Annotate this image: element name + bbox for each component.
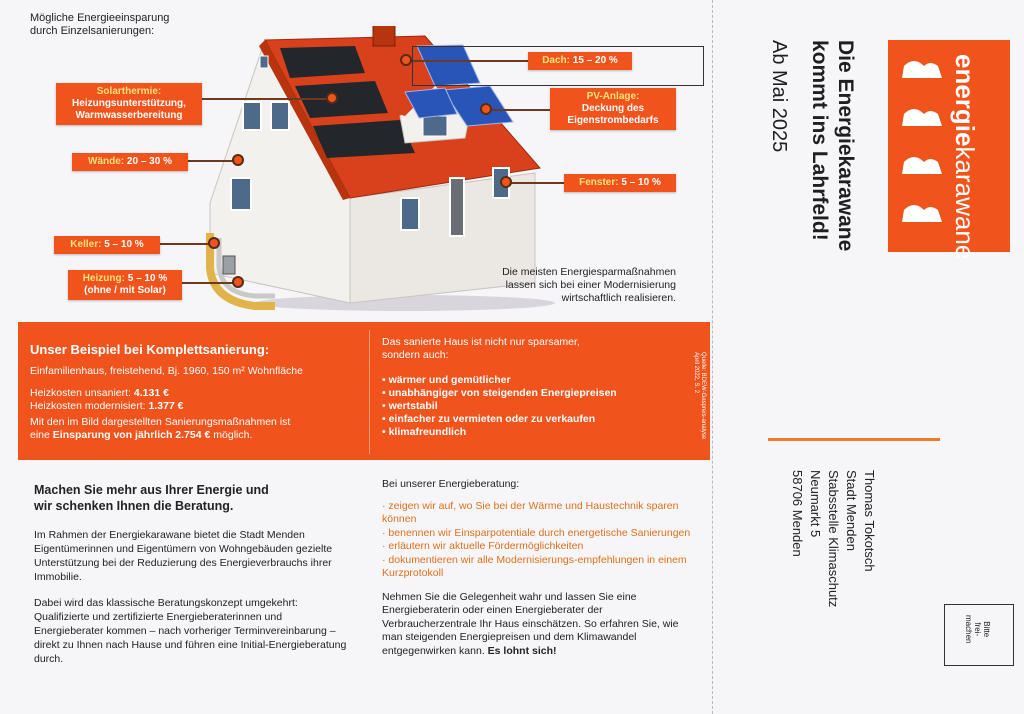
benefits-intro: sondern auch: xyxy=(382,349,449,361)
intro-line: durch Einzelsanierungen: xyxy=(30,25,155,37)
source-note: Quelle: BDEW-Gaspreis-analyse April 2022, S. 2 xyxy=(693,352,706,440)
cost-label: Heizkosten unsaniert: xyxy=(30,387,131,399)
section-heading: wir schenken Ihnen die Beratung. xyxy=(34,499,234,513)
benefits-intro: Das sanierte Haus ist nicht nur sparsamer, xyxy=(382,336,580,348)
address-block xyxy=(788,470,878,607)
callout-title: Solarthermie: xyxy=(96,86,162,97)
callout-value: 15 – 20 % xyxy=(572,55,618,66)
example-note: möglich. xyxy=(213,429,253,441)
callout-walls xyxy=(72,153,188,171)
marker-dot xyxy=(326,92,338,104)
callout-roof xyxy=(528,52,632,70)
callout-heating xyxy=(68,270,182,300)
callout-text: Warmwasserbereitung xyxy=(75,110,183,121)
note-line: Die meisten Energiesparmaßnahmen xyxy=(502,266,676,278)
benefit-item: • unabhängiger von steigenden Energiepreisen xyxy=(382,387,682,400)
callout-pv xyxy=(550,88,676,130)
details-intro: Bei unserer Energieberatung: xyxy=(382,478,520,490)
marker-dot xyxy=(208,237,220,249)
cost-value: 1.377 € xyxy=(148,400,184,412)
callout-value: 5 – 10 % xyxy=(127,273,168,284)
callout-text: Heizungsunterstützung, xyxy=(72,98,186,109)
logo-word: karawane xyxy=(950,146,980,260)
example-panel xyxy=(30,342,366,442)
callout-label: Dach: xyxy=(542,55,570,66)
details-item: · dokumentieren wir alle Modernisierungs-empfehlungen in einem Kurzprotokoll xyxy=(382,554,692,581)
marker-dot xyxy=(480,103,492,115)
callout-basement xyxy=(54,236,160,254)
house-note xyxy=(450,266,676,305)
stamp-line: Bitte xyxy=(982,621,991,638)
logo-word: energie xyxy=(950,54,980,147)
section-heading: Machen Sie mehr aus Ihrer Energie und xyxy=(34,483,269,497)
fold-line xyxy=(712,0,713,714)
callout-text: Eigenstrombedarfs xyxy=(567,115,659,126)
example-note: eine xyxy=(30,429,50,441)
cost-label: Heizkosten modernisiert: xyxy=(30,400,146,412)
details-item: · zeigen wir auf, wo Sie bei der Wärme und Haustechnik sparen können xyxy=(382,500,692,527)
details-item: · benennen wir Einsparpotentiale durch energetische Sanierungen xyxy=(382,527,692,541)
callout-value: 5 – 10 % xyxy=(621,177,661,188)
address-line: Stadt Menden xyxy=(844,470,859,551)
marker-dot xyxy=(232,276,244,288)
cover-date: Ab Mai 2025 xyxy=(768,40,790,153)
benefit-item: • einfacher zu vermieten oder zu verkaufen xyxy=(382,413,682,426)
leader-line xyxy=(486,109,550,111)
closing-emphasis: Es lohnt sich! xyxy=(487,644,557,657)
note-line: wirtschaftlich realisieren. xyxy=(561,292,676,304)
headline-line: Die Energiekarawane xyxy=(834,40,857,252)
band-divider xyxy=(369,330,370,454)
address-line: Stabsstelle Klimaschutz xyxy=(826,470,841,608)
leader-line xyxy=(192,98,332,100)
benefit-item: • wertstabil xyxy=(382,400,682,413)
energiekarawane-logo xyxy=(888,40,1010,260)
callout-windows xyxy=(564,174,676,192)
consulting-intro xyxy=(34,482,350,666)
example-title: Unser Beispiel bei Komplettsanierung: xyxy=(30,342,270,357)
address-line: 58706 Menden xyxy=(790,470,805,557)
stamp-text xyxy=(964,615,991,643)
cost-value: 4.131 € xyxy=(133,387,169,399)
intro-text xyxy=(30,12,169,38)
address-line: Neumarkt 5 xyxy=(808,470,823,538)
address-rule xyxy=(768,438,940,441)
closing-text: Nehmen Sie die Gelegenheit wahr und lassen Sie eine Energieberaterin oder einen Energieberater der Verbraucherzentrale Ihr Haus einschätzen. So erfahren Sie, wie man steigenden Energiepreisen und dem Klimawandel entgegenwirken kann. xyxy=(382,590,679,657)
stamp-line: machen xyxy=(964,615,973,644)
marker-dot xyxy=(500,176,512,188)
address-line: Thomas Tokotsch xyxy=(862,470,877,572)
callout-label: Heizung: xyxy=(82,273,125,284)
details-item: · erläutern wir aktuelle Fördermöglichkeiten xyxy=(382,540,692,554)
callout-label: Fenster: xyxy=(579,177,619,188)
example-desc: Einfamilienhaus, freistehend, Bj. 1960, 150 m² Wohnfläche xyxy=(30,365,303,377)
leader-line xyxy=(506,182,566,184)
savings-amount: Einsparung von jährlich 2.754 € xyxy=(52,429,211,441)
stamp-line: frei- xyxy=(973,622,982,637)
callout-text: (ohne / mit Solar) xyxy=(84,285,166,296)
stamp-box xyxy=(944,604,1014,666)
marker-dot xyxy=(400,54,412,66)
example-note: Mit den im Bild dargestellten Sanierungsmaßnahmen ist xyxy=(30,416,291,428)
callout-solarthermie xyxy=(56,83,202,125)
callout-value: 5 – 10 % xyxy=(104,239,144,250)
headline-line: kommt ins Lahrfeld! xyxy=(808,40,831,241)
benefit-item: • klimafreundlich xyxy=(382,426,682,439)
consulting-details xyxy=(382,478,692,658)
intro-line: Mögliche Energieeinsparung xyxy=(30,12,170,24)
benefits-panel xyxy=(382,336,682,439)
callout-value: 20 – 30 % xyxy=(126,156,172,167)
benefit-item: • wärmer und gemütlicher xyxy=(382,374,682,387)
body-paragraph: Dabei wird das klassische Beratungskonzept umgekehrt: Qualifizierte und zertifizierte Energieberaterinnen und Energieberater kommen – nach vorheriger Terminvereinbarung – direkt zu Ihnen nach Hause und führen eine Initial-Energieberatung durch. xyxy=(34,597,347,665)
callout-label: Wände: xyxy=(88,156,125,167)
callout-label: Keller: xyxy=(70,239,102,250)
body-paragraph: Im Rahmen der Energiekarawane bietet die Stadt Menden Eigentümerinnen und Eigentümern von Wohngebäuden gezielte Unterstützung bei der Reduzierung des Energieverbrauchs ihrer Immobilie. xyxy=(34,529,333,583)
cover-headline xyxy=(806,40,858,251)
callout-text: Deckung des xyxy=(581,103,645,114)
logo-wordmark xyxy=(952,54,978,259)
note-line: lassen sich bei einer Modernisierung xyxy=(505,279,676,291)
callout-title: PV-Anlage: xyxy=(586,91,640,102)
marker-dot xyxy=(232,154,244,166)
